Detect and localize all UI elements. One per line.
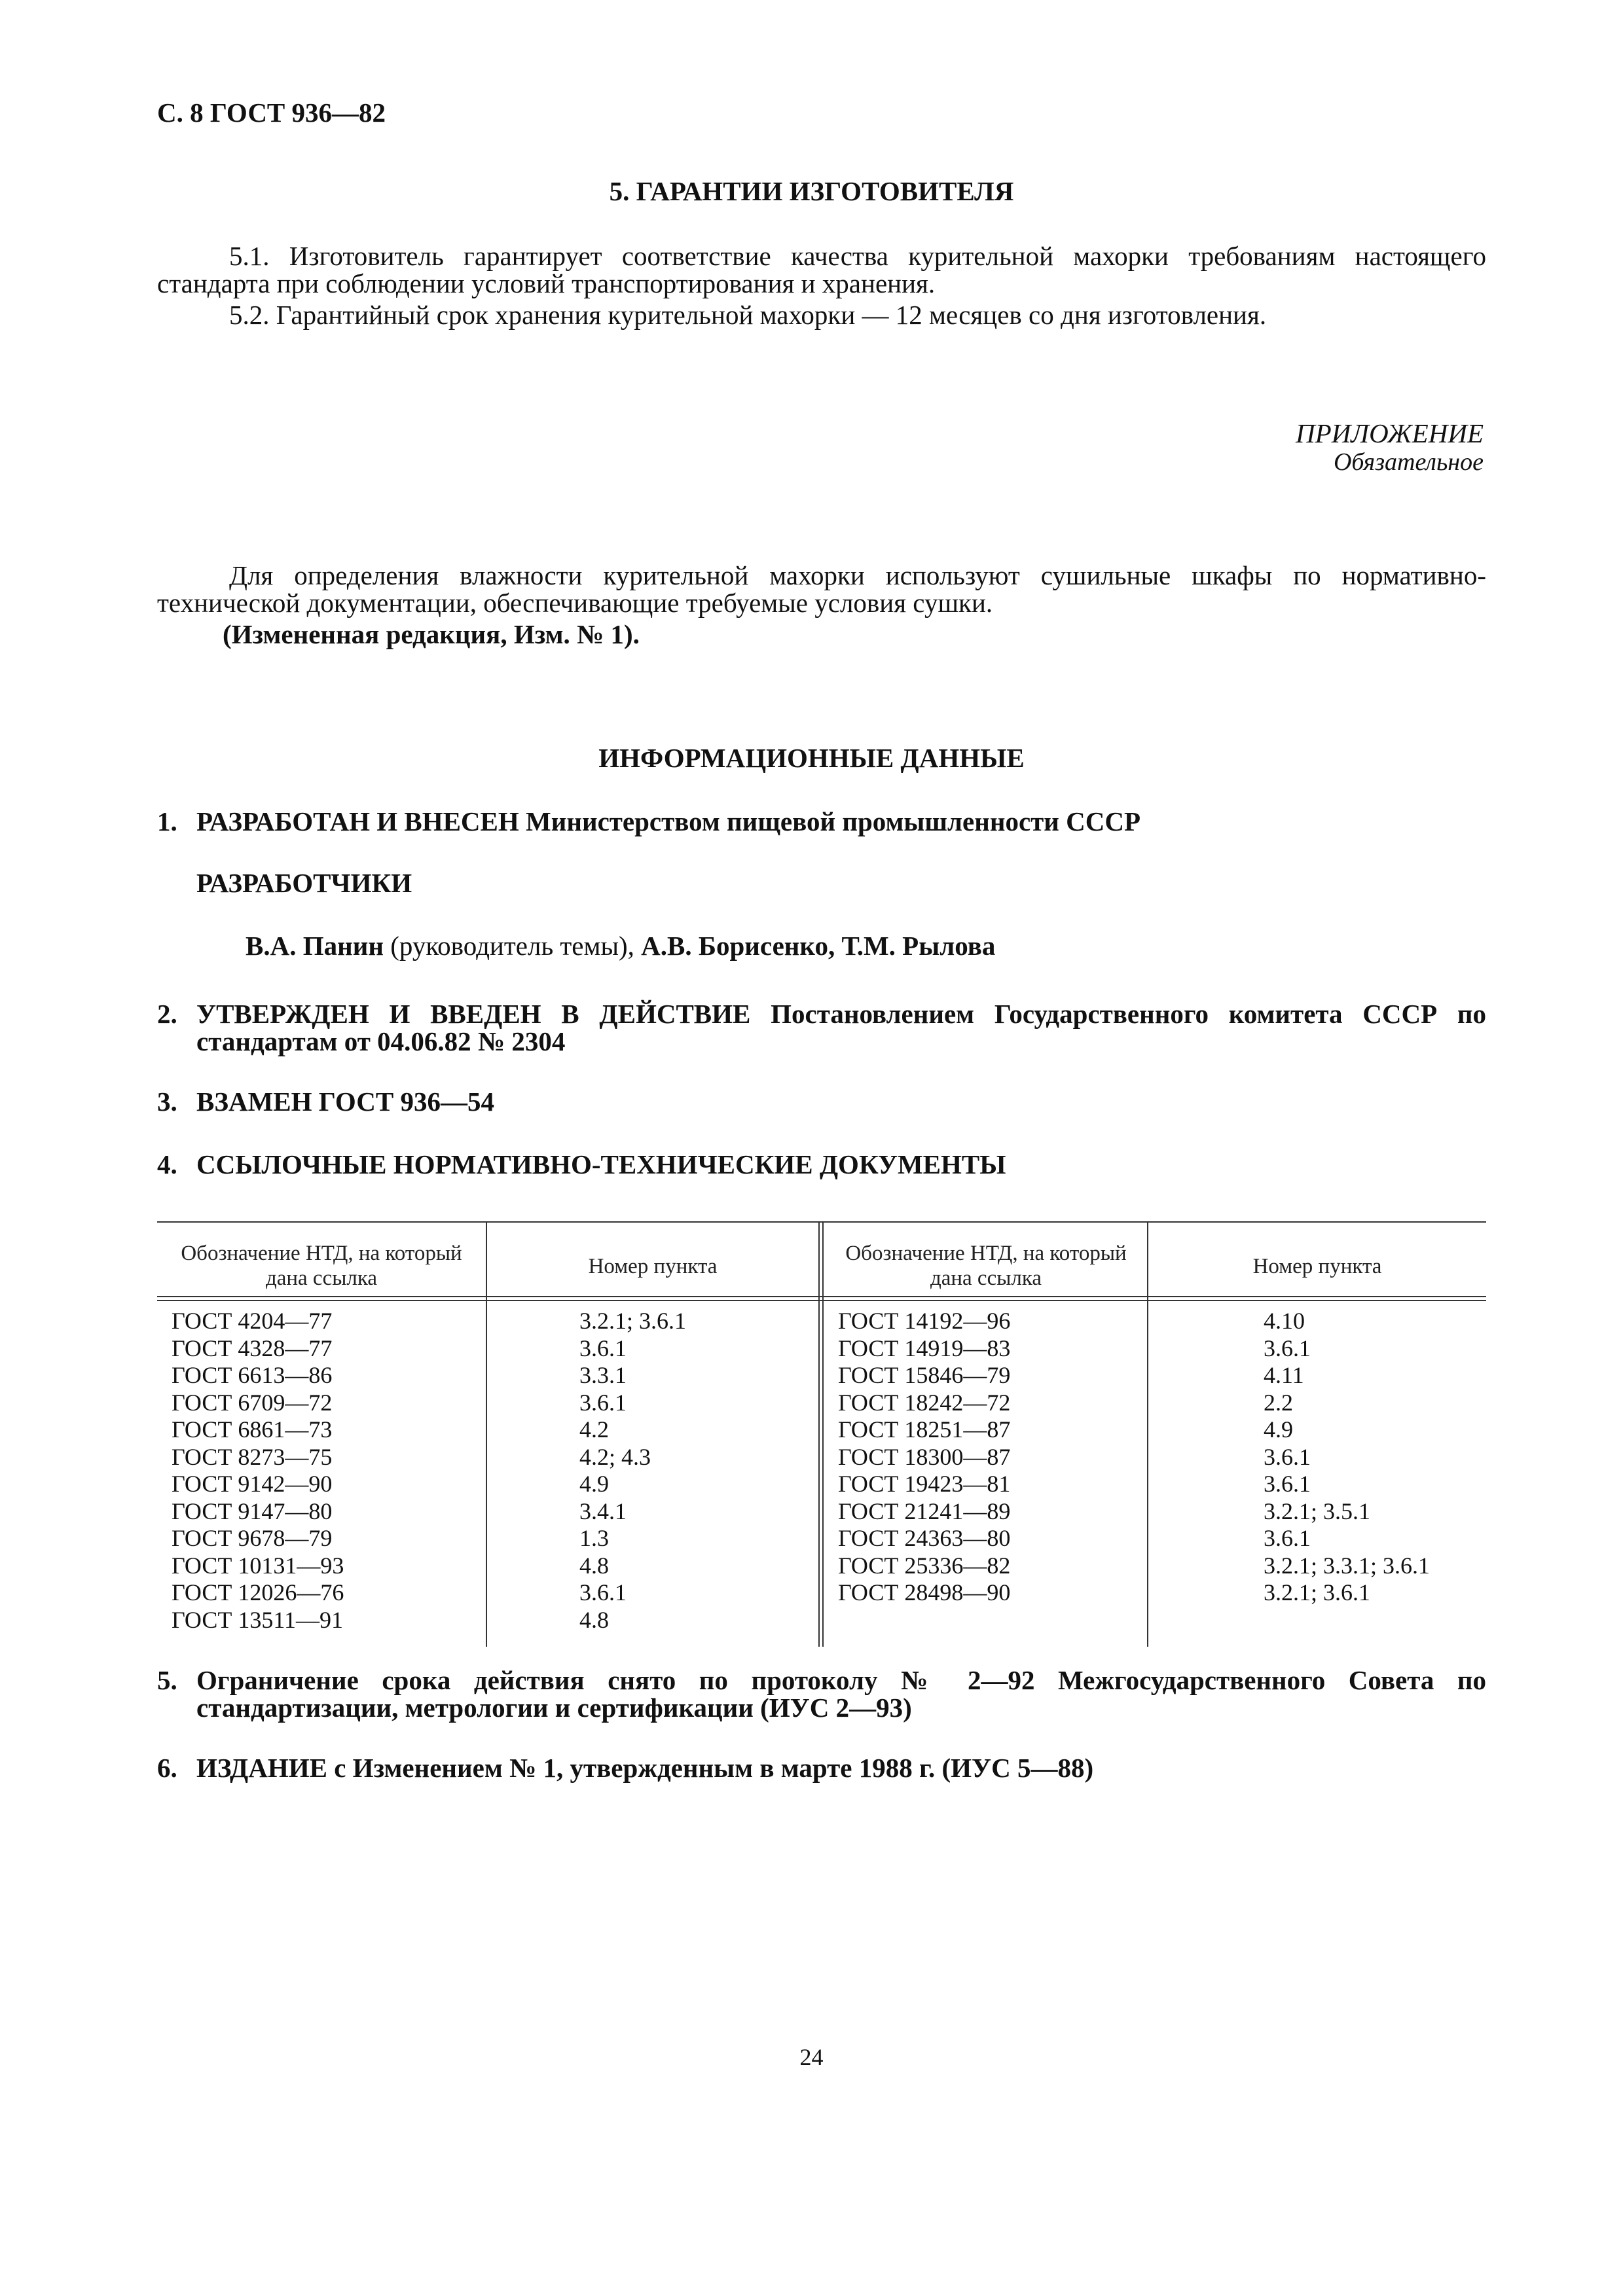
info-item-2-text: УТВЕРЖДЕН И ВВЕДЕН В ДЕЙСТВИЕ Постановлением Государственного комитета СССР по стандартам от 04.06.82 № 2304 [196, 999, 1486, 1056]
appendix-text: Для определения влажности курительной махорки используют сушильные шкафы по нормативно-технической документации, обеспечивающие требуемые условия сушки. [157, 560, 1486, 618]
developer-lead-name: В.А. Панин [246, 931, 384, 961]
developer-others: А.В. Борисенко, Т.М. Рылова [641, 931, 996, 961]
paragraph-5-1: 5.1. Изготовитель гарантирует соответствие качества курительной махорки требованиям настоящего стандарта при соблюдении условий транспортирования и хранения. [157, 241, 1486, 298]
table-left-doc-column: ГОСТ 4204—77 ГОСТ 4328—77 ГОСТ 6613—86 ГОСТ 6709—72 ГОСТ 6861—73 ГОСТ 8273—75 ГОСТ 9142—90 ГОСТ 9147—80 ГОСТ 9678—79 ГОСТ 10131—93 ГОСТ 12026—76 ГОСТ 13511—91 [172, 1308, 344, 1633]
info-item-3-number: 3. [157, 1086, 177, 1117]
table-col-divider-middle [818, 1221, 824, 1647]
info-item-1 [157, 808, 1486, 835]
appendix-label [1296, 419, 1484, 476]
info-item-4-text: ССЫЛОЧНЫЕ НОРМАТИВНО-ТЕХНИЧЕСКИЕ ДОКУМЕНТЫ [196, 1149, 1006, 1179]
info-item-5 [157, 1666, 1486, 1721]
appendix-subtitle: Обязательное [1333, 448, 1484, 476]
developers-list [246, 932, 1489, 960]
table-left-clause-column: 3.2.1; 3.6.1 3.6.1 3.3.1 3.6.1 4.2 4.2; 4.3 4.9 3.4.1 1.3 4.8 3.6.1 4.8 [579, 1308, 687, 1633]
info-item-2-number: 2. [157, 999, 177, 1029]
info-item-2 [157, 1000, 1486, 1055]
page-number: 24 [799, 2044, 824, 2070]
table-header-left-clause: Номер пункта [588, 1255, 718, 1278]
info-item-6-text: ИЗДАНИЕ с Изменением № 1, утвержденным в марте 1988 г. (ИУС 5—88) [196, 1753, 1094, 1783]
table-header-left-doc: Обозначение НТД, на который дана ссылка [181, 1242, 462, 1290]
table-col-divider-1 [486, 1221, 487, 1647]
info-item-5-number: 5. [157, 1665, 177, 1695]
info-item-1-text: РАЗРАБОТАН И ВНЕСЕН Министерством пищевой промышленности СССР [196, 806, 1141, 836]
table-right-clause-column: 4.10 3.6.1 4.11 2.2 4.9 3.6.1 3.6.1 3.2.1; 3.5.1 3.6.1 3.2.1; 3.3.1; 3.6.1 3.2.1; 3.6.1 [1264, 1308, 1431, 1605]
info-item-4-number: 4. [157, 1149, 177, 1179]
info-item-1-number: 1. [157, 806, 177, 836]
info-item-4 [157, 1151, 1486, 1178]
appendix-title: ПРИЛОЖЕНИЕ [1296, 418, 1484, 448]
table-col-divider-3 [1147, 1221, 1148, 1647]
appendix-note: (Измененная редакция, Изм. № 1). [223, 619, 640, 649]
developers-label: РАЗРАБОТЧИКИ [196, 868, 412, 898]
info-item-3 [157, 1088, 1486, 1115]
info-item-6 [157, 1754, 1486, 1782]
info-item-5-text: Ограничение срока действия снято по протоколу № 2—92 Межгосударственного Совета по стандартизации, метрологии и сертификации (ИУС 2—93) [196, 1665, 1486, 1723]
info-item-3-text: ВЗАМЕН ГОСТ 936—54 [196, 1086, 494, 1117]
developer-lead-role: (руководитель темы), [383, 931, 642, 961]
reference-documents-table [157, 1221, 1486, 1647]
section-title-guarantees: 5. ГАРАНТИИ ИЗГОТОВИТЕЛЯ [609, 176, 1014, 206]
info-item-6-number: 6. [157, 1753, 177, 1783]
page-header: С. 8 ГОСТ 936—82 [157, 98, 386, 128]
paragraph-5-2: 5.2. Гарантийный срок хранения курительной махорки — 12 месяцев со дня изготовления. [229, 300, 1267, 330]
section-title-info: ИНФОРМАЦИОННЫЕ ДАННЫЕ [598, 743, 1025, 773]
table-right-doc-column: ГОСТ 14192—96 ГОСТ 14919—83 ГОСТ 15846—79 ГОСТ 18242—72 ГОСТ 18251—87 ГОСТ 18300—87 ГОСТ 19423—81 ГОСТ 21241—89 ГОСТ 24363—80 ГОСТ 25336—82 ГОСТ 28498—90 [838, 1308, 1011, 1605]
table-header-right-doc: Обозначение НТД, на который дана ссылка [845, 1242, 1127, 1290]
table-header-right-clause: Номер пункта [1252, 1255, 1382, 1278]
